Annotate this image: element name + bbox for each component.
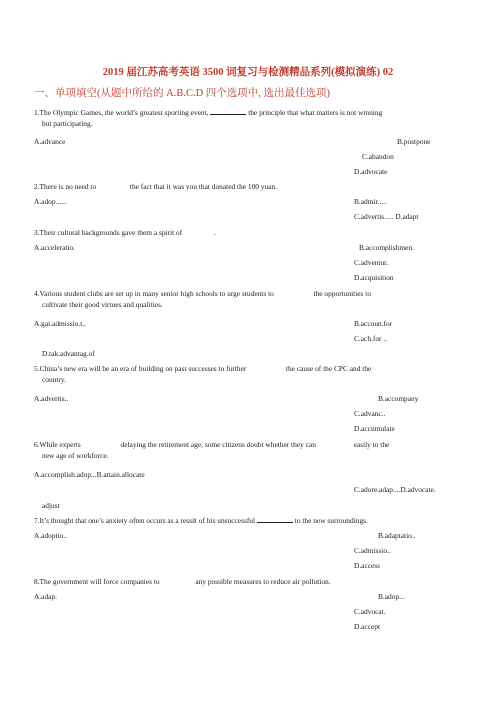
q7-option-a: A.adoptio..: [34, 531, 68, 540]
q7-option-b: B.adaptatio..: [378, 531, 416, 540]
q7-stem-part1: 7.It’s thought that one’s anxiety often occurs as a result of his unsuccessful: [34, 516, 256, 525]
q1-option-b: B.postpone: [397, 137, 431, 146]
q7-option-d: D.access: [354, 561, 381, 570]
q1-option-a: A.advance: [34, 137, 66, 146]
q1-option-c: C.abandon: [362, 152, 394, 161]
q1-stem-part1: 1.The Olympic Games, the world’s greatest sporting event,: [34, 108, 209, 117]
q1-stem-part2: the principle that what matters is not winning: [248, 108, 383, 117]
q8-option-b: B.adop...: [378, 592, 405, 601]
q8-stem-part1: 8.The government will force companies to: [34, 577, 160, 586]
q3-option-c: C.adventur.: [354, 258, 389, 267]
page-title: 2019 届江苏高考英语 3500 词复习与检测精品系列(模拟演练) 02: [102, 67, 394, 78]
q7-blank: [257, 516, 293, 523]
q6-stem-part4: new age of workforce.: [42, 451, 109, 460]
q4-option-d: D.tak.advantag.of: [42, 349, 95, 358]
q1-option-d: D.advocate: [354, 167, 388, 176]
q4-option-c: C.ach.for ..: [354, 334, 388, 343]
q8-option-d: D.accept: [354, 622, 381, 631]
question-6-stem: [34, 440, 389, 449]
question-7-stem: [34, 516, 368, 525]
q6-stem-part2: delaying the retirement age, some citizens doubt whether they can: [120, 440, 316, 449]
q6-option-ab: A.accomplish.adop...B.attain.allocate: [34, 470, 145, 479]
q1-blank: [210, 108, 246, 115]
q3-option-a: A.acceleratio.: [34, 243, 76, 252]
q7-option-c: C.admissio..: [354, 546, 391, 555]
q4-stem-part3: cultivate their good virtues and qualities.: [42, 300, 163, 309]
q5-option-d: D.accumulate: [354, 424, 395, 433]
q6-option-cd: C.adore.adap....D.advocate.: [354, 485, 436, 494]
q5-option-c: C.advanc..: [354, 409, 386, 418]
q8-option-a: A.adap.: [34, 592, 57, 601]
q8-stem-part2: any possible measures to reduce air pollution.: [195, 577, 331, 586]
q4-stem-part2: the opportunities to: [313, 289, 372, 298]
q3-stem-part1: 3.Their cultural backgrounds gave them a spirit of: [34, 228, 183, 237]
q1-stem-part3: but participating.: [42, 119, 93, 128]
q2-stem-part2: the fact that it was you that donated the 100 yuan.: [129, 182, 278, 191]
q4-stem-part1: 4.Various student clubs are set up in many senior high schools to urge students to: [34, 289, 274, 298]
q2-stem-part1: 2.There is no need to: [34, 182, 97, 191]
q6-option-cd-cont: adjust: [42, 501, 60, 510]
q8-option-c: C.advocat.: [354, 607, 386, 616]
q4-option-a: A.gai.admissio.t..: [34, 319, 86, 328]
question-5-stem: [34, 364, 371, 373]
q6-stem-part1: 6.While experts: [34, 440, 81, 449]
section-instruction: 一、单项填空(从题中所给的 A.B.C.D 四个选项中, 选出最佳选项): [34, 88, 331, 99]
q2-option-a: A.adop......: [34, 197, 67, 206]
q3-option-d: D.acquisition: [354, 273, 394, 282]
q5-option-b: B.accompany: [378, 394, 419, 403]
question-4-stem: [34, 289, 371, 298]
q2-option-b: B.admir.....: [354, 197, 387, 206]
question-2-stem: [34, 182, 277, 191]
q5-stem-part2: the cause of the CPC and the: [285, 364, 372, 373]
q7-stem-part2: to the new surroundings.: [294, 516, 368, 525]
question-1-stem: [34, 108, 382, 117]
q5-option-a: A.advertis..: [34, 394, 69, 403]
question-3-stem: [34, 228, 216, 237]
q3-stem-part2: .: [214, 228, 216, 237]
q2-option-cd: C.advertis..... D.adapt: [354, 212, 419, 221]
question-8-stem: [34, 577, 331, 586]
q6-stem-part3: easily to the: [353, 440, 390, 449]
q4-option-b: B.accoun.for: [354, 319, 393, 328]
q5-stem-part1: 5.China’s new era will be an era of building on past successes to further: [34, 364, 247, 373]
q3-option-b: B.accomplishmen.: [359, 243, 415, 252]
q5-stem-part3: country.: [42, 375, 66, 384]
